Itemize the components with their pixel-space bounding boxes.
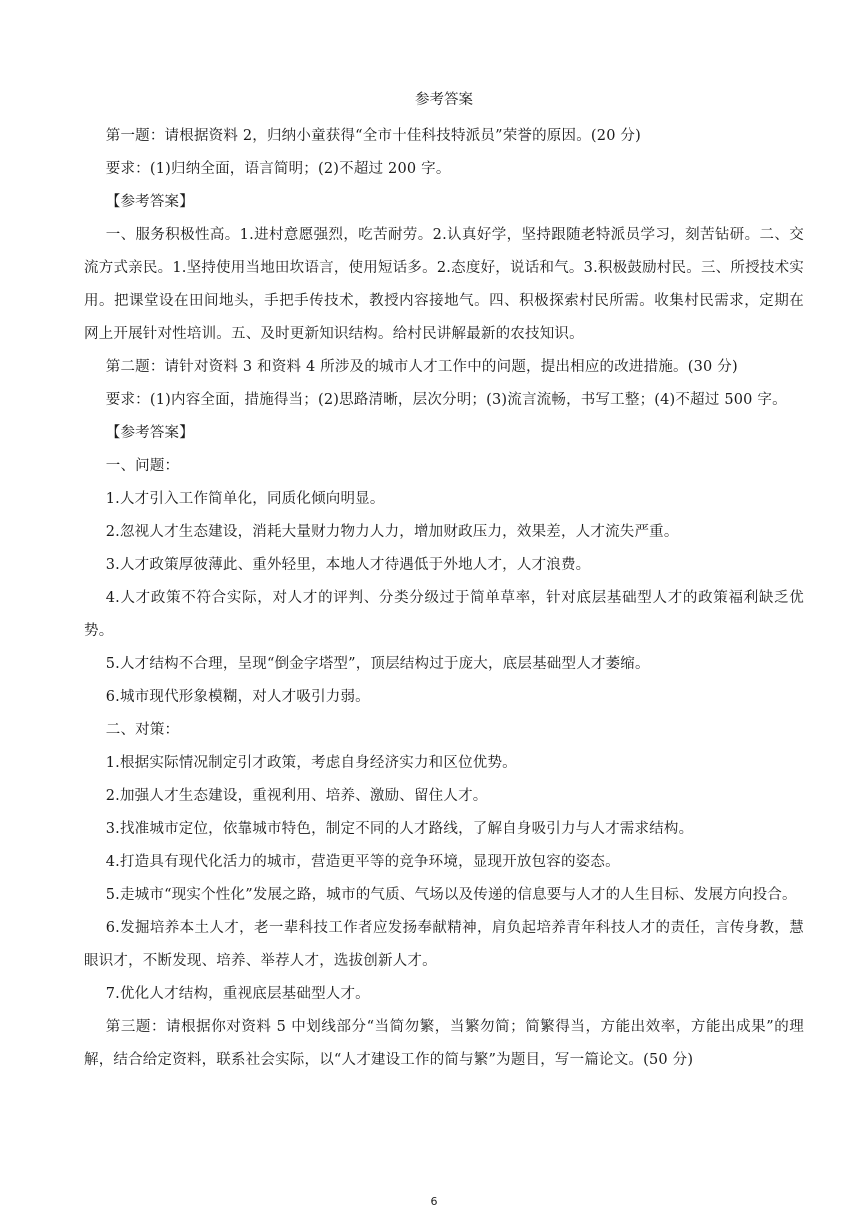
list-item: 3.人才政策厚彼薄此、重外轻里，本地人才待遇低于外地人才，人才浪费。	[105, 557, 591, 573]
list-item: 7.优化人才结构，重视底层基础型人才。	[105, 986, 370, 1002]
list-item: 5.人才结构不合理，呈现“倒金字塔型”，顶层结构过于庞大，底层基础型人才萎缩。	[105, 656, 650, 672]
list-item: 6.城市现代形象模糊，对人才吸引力弱。	[105, 689, 370, 705]
document-title: 参考答案	[415, 92, 473, 108]
list-item: 1.根据实际情况制定引才政策，考虑自身经济实力和区位优势。	[105, 755, 517, 771]
list-item: 2.忽视人才生态建设，消耗大量财力物力人力，增加财政压力，效果差，人才流失严重。	[105, 524, 679, 540]
section-heading-problems: 一、问题：	[105, 458, 180, 474]
question-2-requirements: 要求：(1)内容全面，措施得当；(2)思路清晰，层次分明；(3)流言流畅，书写工整；(4)不超过 500 字。	[105, 392, 787, 408]
list-item: 4.人才政策不符合实际，对人才的评判、分类分级过于简单草率，针对底层基础型人才的政策福利缺乏优势。	[84, 590, 804, 639]
document-body	[84, 90, 804, 1077]
list-item: 5.走城市“现实个性化”发展之路，城市的气质、气场以及传递的信息要与人才的人生目标、发展方向投合。	[105, 887, 797, 903]
list-item: 4.打造具有现代化活力的城市，营造更平等的竞争环境，显现开放包容的姿态。	[105, 854, 620, 870]
question-1-answer: 一、服务积极性高。1.进村意愿强烈，吃苦耐劳。2.认真好学，坚持跟随老特派员学习，刻苦钻研。二、交流方式亲民。1.坚持使用当地田坎语言，使用短话多。2.态度好，说话和气。3.积极鼓励村民。三、所授技术实用。把课堂设在田间地头，手把手传技术，教授内容接地气。四、积极探索村民所需。收集村民需求，定期在网上开展针对性培训。五、及时更新知识结构。给村民讲解最新的农技知识。	[84, 227, 804, 342]
answer-heading: 【参考答案】	[105, 425, 194, 441]
question-2-prompt: 第二题：请针对资料 3 和资料 4 所涉及的城市人才工作中的问题，提出相应的改进措施。(30 分)	[105, 359, 738, 375]
page-number: 6	[430, 1195, 438, 1208]
section-heading-solutions: 二、对策：	[105, 722, 180, 738]
answer-heading: 【参考答案】	[105, 194, 194, 210]
list-item: 6.发掘培养本土人才，老一辈科技工作者应发扬奉献精神，肩负起培养青年科技人才的责任，言传身教，慧眼识才，不断发现、培养、举荐人才，选拔创新人才。	[84, 920, 804, 969]
list-item: 3.找准城市定位，依靠城市特色，制定不同的人才路线，了解自身吸引力与人才需求结构。	[105, 821, 694, 837]
question-1-prompt: 第一题：请根据资料 2，归纳小童获得“全市十佳科技特派员”荣誉的原因。(20 分)	[105, 128, 641, 144]
list-item: 1.人才引入工作简单化，同质化倾向明显。	[105, 491, 385, 507]
list-item: 2.加强人才生态建设，重视利用、培养、激励、留住人才。	[105, 788, 488, 804]
question-1-requirements: 要求：(1)归纳全面，语言简明；(2)不超过 200 字。	[105, 161, 451, 177]
question-3-prompt: 第三题：请根据你对资料 5 中划线部分“当简勿繁，当繁勿简；简繁得当，方能出效率，方能出成果”的理解，结合给定资料，联系社会实际，以“人才建设工作的简与繁”为题目，写一篇论文。(50 分)	[84, 1019, 804, 1068]
